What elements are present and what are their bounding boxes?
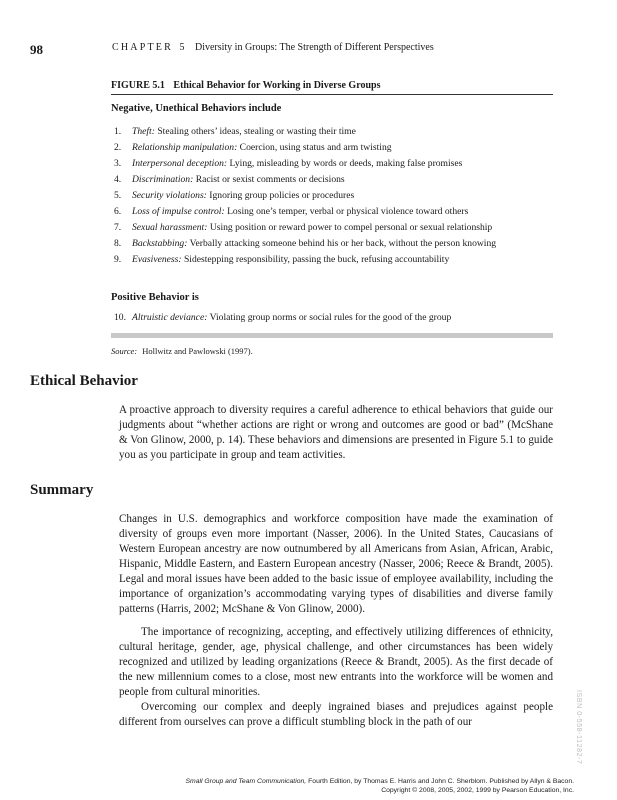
item-term: Security violations: bbox=[132, 190, 207, 201]
isbn-side-note: ISBN 0-558-11282-7 bbox=[575, 690, 582, 765]
item-term: Evasiveness: bbox=[132, 254, 182, 265]
item-term: Discrimination: bbox=[132, 174, 194, 185]
item-number: 9. bbox=[114, 254, 122, 265]
figure-top-rule bbox=[111, 94, 553, 95]
behavior-item bbox=[114, 310, 554, 326]
item-description: Sidestepping responsibility, passing the buck, refusing accountability bbox=[183, 254, 450, 265]
summary-paragraph-2: The importance of recognizing, accepting, and effectively utilizing differences of ethnicity, cultural heritage, gender, age, physical challenge, and other circumstances has been widely recognized and utilized by leading organizations (Reece & Brandt, 2005). As the first decade of the new millennium comes to a close, most new entrants into the workforce will be women and people from cultural minorities. bbox=[119, 626, 553, 698]
chapter-number: 5 bbox=[179, 42, 185, 53]
item-description: Lying, misleading by words or deeds, making false promises bbox=[229, 158, 463, 169]
item-term: Loss of impulse control: bbox=[132, 206, 225, 217]
behavior-item bbox=[114, 252, 554, 268]
behavior-item bbox=[114, 236, 554, 252]
negative-behavior-list bbox=[114, 124, 554, 268]
item-number: 3. bbox=[114, 158, 122, 169]
item-number: 2. bbox=[114, 142, 122, 153]
positive-heading: Positive Behavior is bbox=[111, 292, 199, 303]
item-description: Racist or sexist comments or decisions bbox=[195, 174, 345, 185]
source-label: Source: bbox=[111, 346, 138, 356]
behavior-item bbox=[114, 172, 554, 188]
item-term: Theft: bbox=[132, 126, 155, 137]
behavior-item bbox=[114, 220, 554, 236]
item-number: 8. bbox=[114, 238, 122, 249]
summary-heading: Summary bbox=[30, 482, 94, 498]
behavior-item bbox=[114, 156, 554, 172]
figure-source bbox=[111, 346, 253, 356]
item-number: 7. bbox=[114, 222, 122, 233]
positive-behavior-list bbox=[114, 310, 554, 326]
page-number: 98 bbox=[30, 42, 43, 57]
summary-paragraph-1: Changes in U.S. demographics and workforce composition have made the examination of diversity of groups even more important (Nasser, 2006). In the United States, Caucasians of Western European ancestry are now outnumbered by all Americans from Asian, African, Arabic, Hispanic, Middle Eastern, and Eastern European ancestry (Nasser, 2006; Reece & Brandt, 2005). Legal and moral issues have been added to the basic issue of employee availability, including the importance of organization’s accommodating varying types of disabilities and diverse family patterns (Harris, 2002; McShane & Von Glinow, 2000). bbox=[119, 513, 553, 615]
figure-caption: Ethical Behavior for Working in Diverse Groups bbox=[173, 80, 381, 91]
summary-paragraph-3: Overcoming our complex and deeply ingrained biases and prejudices against people different from ourselves can prove a difficult stumbling block in the path of our bbox=[119, 701, 553, 728]
item-description: Ignoring group policies or procedures bbox=[209, 190, 355, 201]
chapter-title: Diversity in Groups: The Strength of Different Perspectives bbox=[194, 42, 434, 53]
item-number: 4. bbox=[114, 174, 122, 185]
footer-line-1 bbox=[186, 777, 574, 786]
item-term: Backstabbing: bbox=[132, 238, 188, 249]
item-number: 1. bbox=[114, 126, 122, 137]
item-number: 10. bbox=[114, 312, 126, 323]
item-number: 5. bbox=[114, 190, 122, 201]
footer-book-title: Small Group and Team Communication, bbox=[185, 778, 307, 785]
behavior-item bbox=[114, 188, 554, 204]
item-description: Using position or reward power to compel personal or sexual relationship bbox=[209, 222, 493, 233]
item-description: Verbally attacking someone behind his or her back, without the person knowing bbox=[189, 238, 497, 249]
item-description: Stealing others’ ideas, stealing or wasting their time bbox=[157, 126, 356, 137]
behavior-item bbox=[114, 140, 554, 156]
ethical-behavior-heading: Ethical Behavior bbox=[30, 373, 138, 389]
running-header bbox=[112, 42, 434, 53]
item-description: Violating group norms or social rules for the good of the group bbox=[209, 312, 452, 323]
item-term: Interpersonal deception: bbox=[132, 158, 228, 169]
item-term: Relationship manipulation: bbox=[132, 142, 238, 153]
behavior-item bbox=[114, 124, 554, 140]
footer-line-2: Copyright © 2008, 2005, 2002, 1999 by Pearson Education, Inc. bbox=[381, 787, 574, 794]
figure-title bbox=[111, 80, 380, 91]
item-description: Coercion, using status and arm twisting bbox=[239, 142, 392, 153]
source-text: Hollwitz and Pawlowski (1997). bbox=[142, 346, 253, 356]
negative-heading: Negative, Unethical Behaviors include bbox=[111, 103, 282, 114]
item-term: Sexual harassment: bbox=[132, 222, 208, 233]
item-description: Losing one’s temper, verbal or physical violence toward others bbox=[227, 206, 469, 217]
footer-publisher: Fourth Edition, by Thomas E. Harris and John C. Sherblom. Published by Allyn & Bacon. bbox=[308, 778, 574, 785]
ethical-behavior-paragraph: A proactive approach to diversity requires a careful adherence to ethical behaviors that guide our judgments about “whether actions are right or wrong and outcomes are good or bad” (McShane & Von Glinow, 2000, p. 14). These behaviors and dimensions are presented in Figure 5.1 to guide you as you participate in group and team activities. bbox=[119, 404, 553, 461]
figure-label: FIGURE 5.1 bbox=[111, 80, 165, 91]
item-number: 6. bbox=[114, 206, 122, 217]
item-term: Altruistic deviance: bbox=[132, 312, 208, 323]
behavior-item bbox=[114, 204, 554, 220]
chapter-label: CHAPTER bbox=[112, 42, 173, 53]
copyright-footer bbox=[186, 777, 574, 795]
figure-bottom-rule bbox=[111, 333, 553, 338]
